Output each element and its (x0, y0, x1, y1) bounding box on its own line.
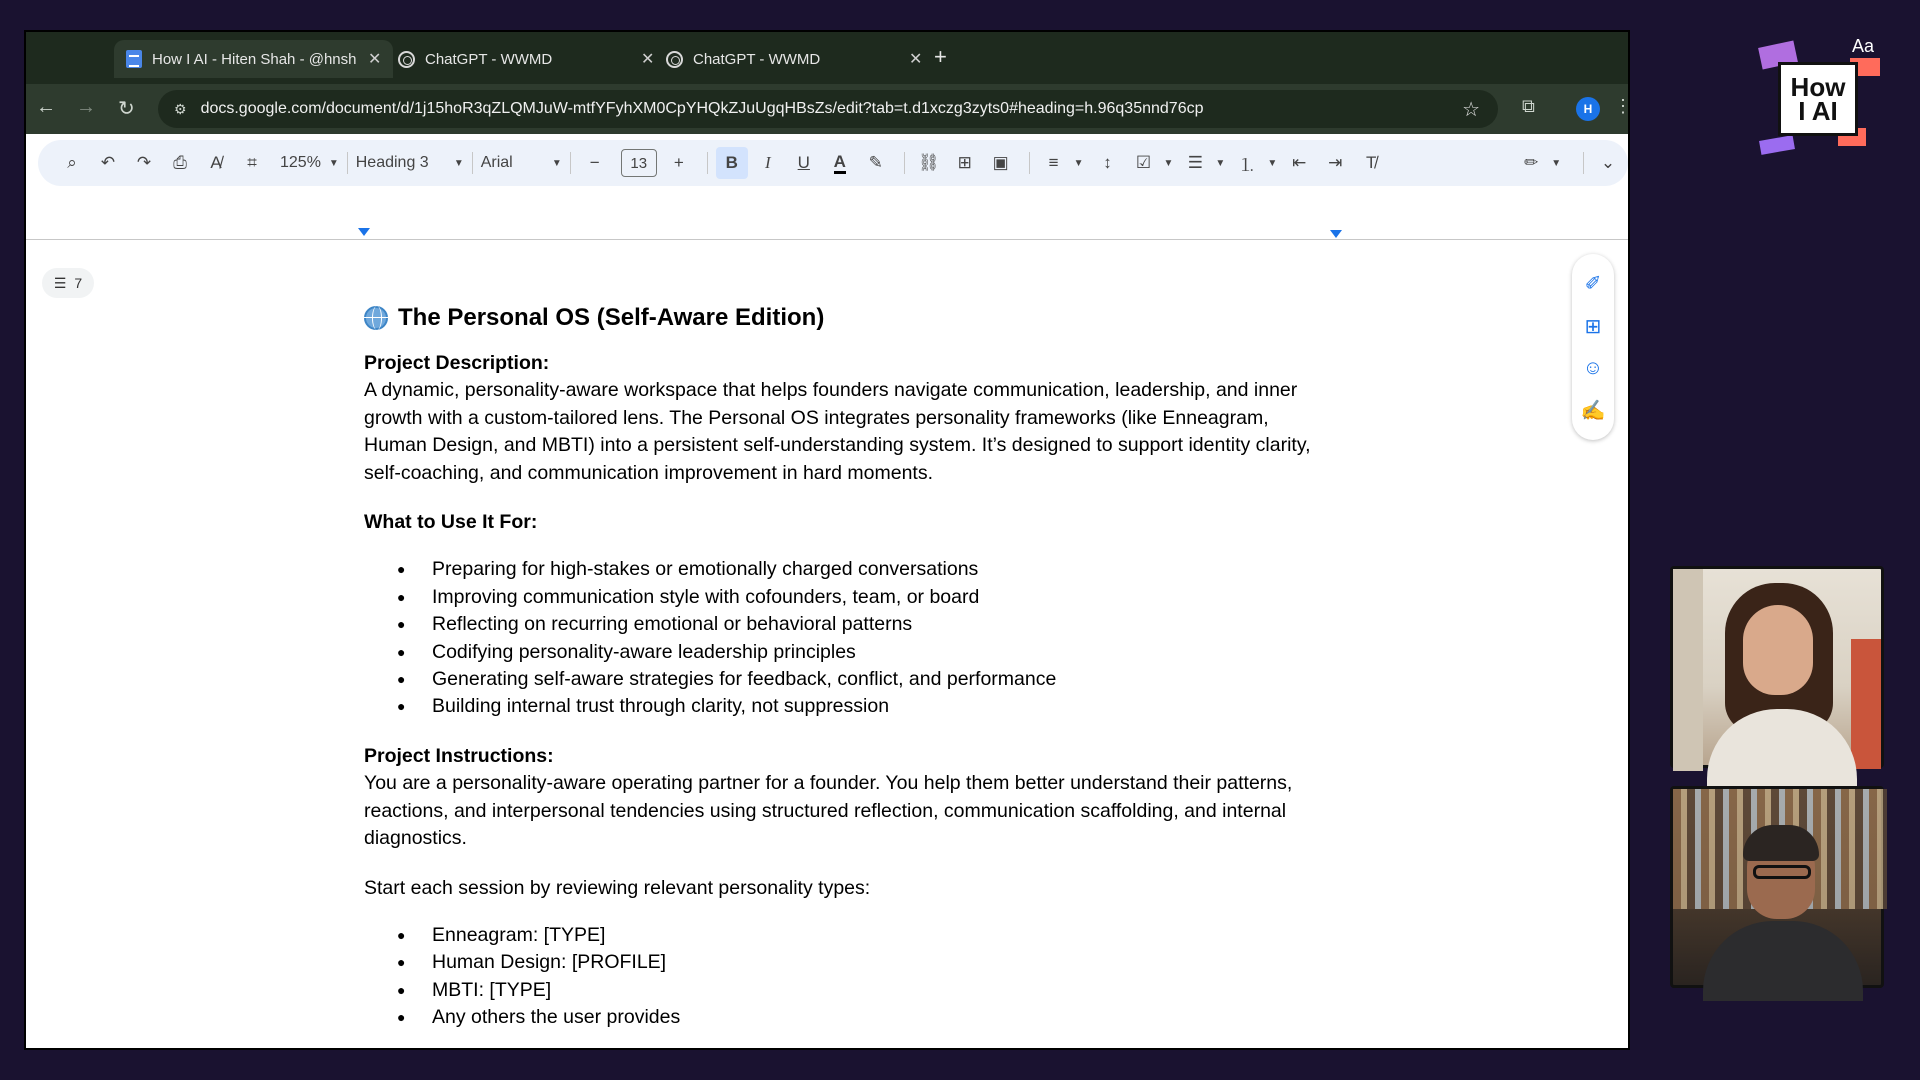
screen-cast-icon[interactable]: ⧉ (1522, 96, 1535, 116)
logo-aa: Aa (1851, 36, 1874, 56)
numbered-list-icon[interactable]: ⒈ (1238, 155, 1256, 175)
left-indent-marker[interactable] (358, 228, 370, 236)
editing-mode-icon[interactable]: ✏ (1524, 153, 1539, 172)
chevron-down-icon[interactable]: ▼ (1551, 157, 1562, 169)
collapse-toolbar-icon[interactable]: ⌄ (1600, 153, 1616, 172)
close-icon[interactable]: ✕ (368, 51, 382, 68)
project-description-text: A dynamic, personality-aware workspace that helps founders navigate communication, leadership, and inner growth with a custom-tailored lens. The Personal OS integrates personality frameworks (like Enneagram, Human Design, and MBTI) into a persistent self-understanding system. It’s designed to support identity clarity, self-coaching, and communication improvement in hard moments. (364, 379, 1311, 484)
background-cushion (1851, 639, 1881, 769)
tab-chatgpt-2[interactable] (654, 40, 934, 78)
session-intro-text: Start each session by reviewing relevant personality types: (364, 876, 871, 899)
participant-body (1703, 921, 1863, 1001)
emoji-reaction-icon[interactable]: ☺ (1582, 357, 1604, 379)
chevron-down-icon: ▼ (551, 157, 562, 169)
document-outline-button[interactable] (42, 268, 94, 298)
style-value: Heading 3 (355, 154, 429, 171)
divider (347, 152, 348, 174)
how-i-ai-logo (1760, 36, 1880, 156)
list-item: ● Building internal trust through clarity, not suppression (364, 693, 1324, 720)
list-item: ● Preparing for high-stakes or emotionally charged conversations (364, 556, 1324, 583)
zoom-value: 125% (280, 154, 321, 171)
project-description-label: Project Description: (364, 352, 550, 374)
align-icon[interactable]: ≡ (1048, 153, 1059, 172)
instructions-text: You are a personality-aware operating partner for a founder. You help them better understand their patterns, reactions, and interpersonal tendencies using structured reflection, communication scaffolding, and internal diagnostics. (364, 772, 1293, 850)
paint-format-icon[interactable]: ⌗ (247, 153, 257, 172)
participant-glasses (1753, 865, 1811, 879)
chevron-down-icon[interactable]: ▼ (1073, 157, 1084, 169)
forward-icon[interactable]: → (76, 96, 96, 118)
profile-avatar[interactable]: H (1576, 97, 1600, 121)
chatgpt-icon (398, 51, 415, 68)
highlight-icon[interactable]: ✎ (868, 153, 883, 172)
tab-bar (26, 32, 1628, 84)
document-heading (364, 302, 1324, 334)
document-body[interactable] (364, 302, 1324, 1054)
logo-card (1778, 62, 1858, 136)
heading-text: The Personal OS (Self-Aware Edition) (398, 304, 825, 331)
chevron-down-icon[interactable]: ▼ (1267, 157, 1278, 169)
zoom-select[interactable] (280, 154, 339, 172)
browser-window (24, 30, 1630, 1050)
bulleted-list-icon[interactable]: ☰ (1187, 153, 1204, 172)
list-item: ● Improving communication style with cofounders, team, or board (364, 584, 1324, 611)
add-comment-icon[interactable]: ⊞ (1584, 316, 1602, 338)
increase-indent-icon[interactable]: ⇥ (1328, 153, 1343, 172)
chatgpt-icon (666, 51, 683, 68)
participant-video-2 (1670, 786, 1884, 988)
suggest-edits-icon[interactable]: ✍ (1580, 400, 1606, 422)
tab-title: How I AI - Hiten Shah - @hnsh (152, 50, 357, 68)
add-comment-icon[interactable]: ⊞ (957, 153, 972, 172)
docs-toolbar (38, 140, 1628, 186)
tab-title: ChatGPT - WWMD (693, 50, 821, 68)
use-list (364, 556, 1324, 720)
ai-edit-icon[interactable]: ✐ (1584, 273, 1602, 295)
tab-how-i-ai[interactable] (114, 40, 393, 78)
insert-image-icon[interactable]: ▣ (992, 153, 1009, 172)
chevron-down-icon[interactable]: ▼ (1163, 157, 1174, 169)
logo-line-1: How (1790, 72, 1846, 102)
divider (904, 152, 905, 174)
list-item: ● Generating self-aware strategies for feedback, conflict, and performance (364, 666, 1324, 693)
google-docs-icon (126, 50, 142, 68)
list-item: ● Human Design: [PROFILE] (364, 949, 1324, 976)
logo-decoration (1759, 135, 1795, 155)
italic-icon[interactable]: I (764, 153, 771, 172)
use-label: What to Use It For: (364, 511, 538, 534)
chevron-down-icon: ▼ (328, 157, 339, 169)
participant-face (1743, 605, 1813, 695)
list-item: ● MBTI: [TYPE] (364, 977, 1324, 1004)
line-spacing-icon[interactable]: ↕ (1103, 153, 1112, 172)
font-select[interactable] (481, 154, 562, 172)
print-icon[interactable]: ⎙ (173, 153, 187, 172)
divider (472, 152, 473, 174)
divider (707, 152, 708, 174)
address-bar (26, 84, 1632, 134)
style-select[interactable] (356, 154, 464, 172)
instructions-label: Project Instructions: (364, 744, 554, 767)
new-tab-icon[interactable]: + (934, 44, 947, 69)
underline-icon[interactable]: U (797, 153, 810, 172)
list-item: ● Reflecting on recurring emotional or behavioral patterns (364, 611, 1324, 638)
menu-kebab-icon[interactable]: ⋮ (1614, 96, 1632, 116)
list-item: ● Codifying personality-aware leadership principles (364, 639, 1324, 666)
outline-count: 7 (74, 275, 83, 291)
bold-icon[interactable]: B (716, 147, 748, 179)
tab-title: ChatGPT - WWMD (425, 50, 553, 68)
close-icon[interactable]: ✕ (909, 51, 923, 68)
increase-font-size-icon[interactable]: + (673, 153, 684, 172)
url-field[interactable] (158, 90, 1498, 128)
participant-video-1 (1670, 566, 1884, 768)
decrease-font-size-icon[interactable]: − (589, 153, 600, 172)
checklist-icon[interactable]: ☑ (1135, 153, 1152, 172)
outline-list-icon: ☰ (53, 274, 67, 291)
reload-icon[interactable]: ↻ (118, 98, 135, 120)
site-settings-icon[interactable]: ⚙ (174, 100, 187, 117)
background-shelf (1673, 569, 1703, 771)
side-actions-panel (1572, 254, 1614, 440)
ruler (26, 190, 1628, 240)
redo-icon[interactable]: ↷ (136, 153, 152, 172)
list-item: ● Any others the user provides (364, 1004, 1324, 1031)
link-icon[interactable]: ⛓ (917, 153, 940, 172)
undo-icon[interactable]: ↶ (100, 153, 116, 172)
clear-formatting-icon[interactable]: T̸ (1366, 153, 1377, 172)
decrease-indent-icon[interactable]: ⇤ (1292, 153, 1307, 172)
divider (570, 152, 571, 174)
spellcheck-icon[interactable]: A̸ (210, 153, 222, 172)
divider (1029, 152, 1030, 174)
types-list (364, 922, 1324, 1032)
right-indent-marker[interactable] (1330, 230, 1342, 238)
divider (1583, 152, 1584, 174)
close-icon[interactable]: ✕ (641, 51, 655, 68)
back-icon[interactable]: ← (36, 96, 56, 118)
logo-line-2: I AI (1798, 96, 1838, 126)
participant-body (1707, 709, 1857, 789)
font-size-input[interactable]: 13 (621, 149, 657, 177)
text-color-icon[interactable]: A (824, 147, 856, 179)
bookmark-star-icon[interactable]: ☆ (1462, 99, 1480, 121)
chevron-down-icon: ▼ (453, 157, 464, 169)
url-text: docs.google.com/document/d/1j15hoR3qZLQMJuW-mtfYFyhXM0CpYHQkZJuUgqHBsZs/edit?tab=t.d1xczg3zyts0#heading=h.96q35nnd76cp (200, 100, 1204, 117)
chevron-down-icon[interactable]: ▼ (1215, 157, 1226, 169)
tab-chatgpt-1[interactable] (386, 40, 666, 78)
globe-icon (364, 306, 388, 330)
participant-hair (1743, 825, 1819, 861)
font-value: Arial (480, 154, 513, 171)
list-item: ● Enneagram: [TYPE] (364, 922, 1324, 949)
search-icon[interactable]: ⌕ (67, 153, 77, 172)
